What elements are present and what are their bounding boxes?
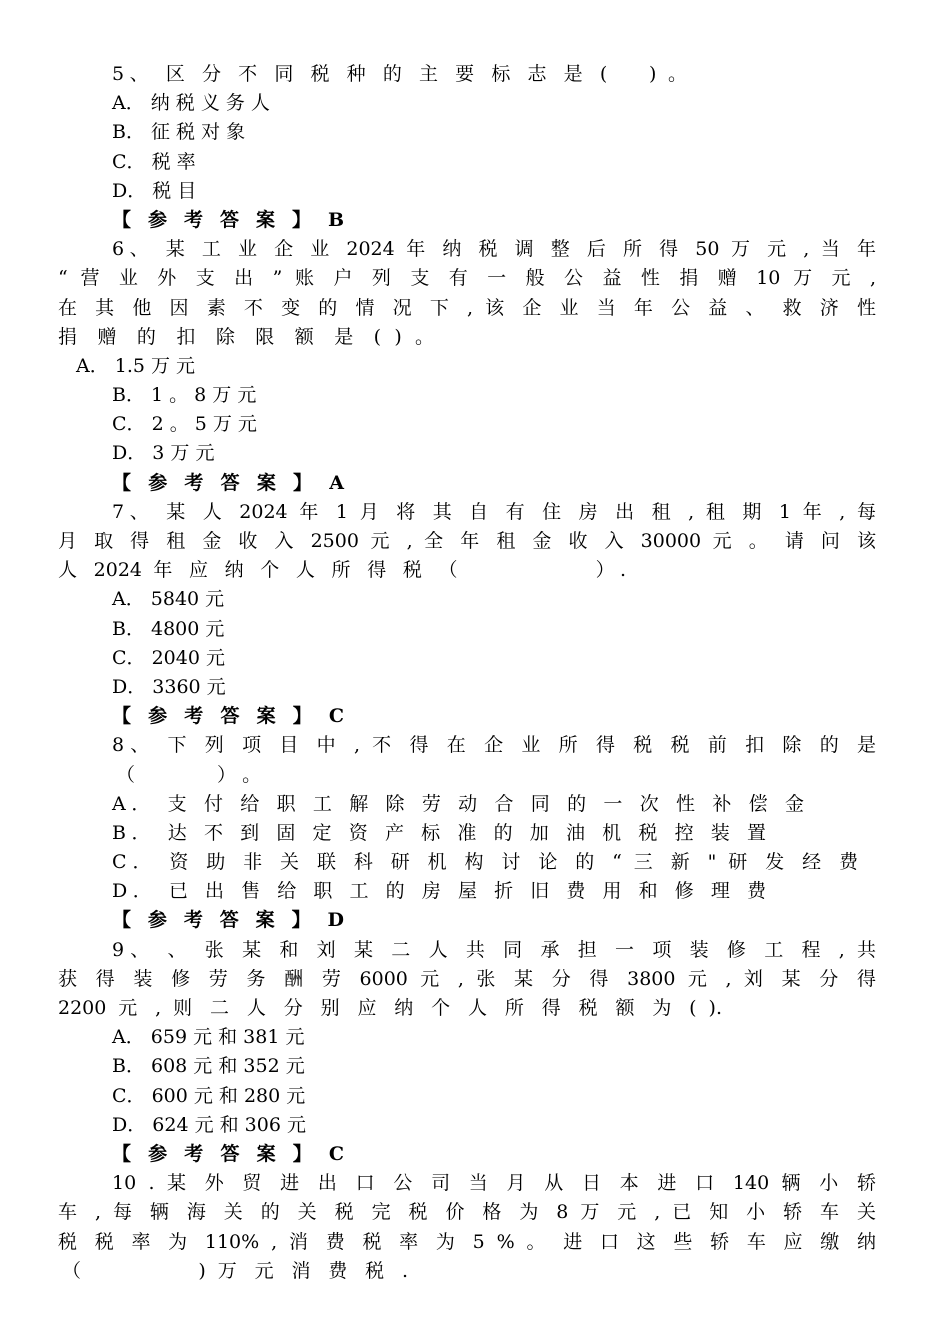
answer-label: 【 参 考 答 案 】 A bbox=[112, 471, 344, 494]
question-stem: 捐 赠 的 扣 除 限 额 是 ( ) 。 bbox=[58, 325, 434, 348]
answer-label: 【 参 考 答 案 】 C bbox=[112, 1142, 344, 1165]
question-stem: 10 . 某 外 贸 进 出 口 公 司 当 月 从 日 本 进 口 140 辆 小 轿 bbox=[112, 1172, 876, 1195]
question-stem: 人 2024 年 应 纳 个 人 所 得 税 （ ）. bbox=[58, 559, 626, 582]
option-a: A． 5840 元 bbox=[112, 588, 225, 611]
question-stem: “ 营 业 外 支 出 ” 账 户 列 支 有 一 般 公 益 性 捐 赠 10 万 元 , bbox=[58, 267, 876, 290]
question-10 bbox=[0, 1169, 950, 1198]
option-a: A． 纳 税 义 务 人 bbox=[112, 92, 270, 115]
question-stem: 月 取 得 租 金 收 入 2500 元 , 全 年 租 金 收 入 30000 元 。 请 问 该 bbox=[58, 530, 876, 552]
option-a: A． 支 付 给 职 工 解 除 劳 动 合 同 的 一 次 性 补 偿 金 bbox=[112, 792, 804, 815]
question-stem: 获 得 装 修 劳 务 酬 劳 6000 元 , 张 某 分 得 3800 元 , 刘 某 分 得 bbox=[58, 967, 876, 990]
option-b: B． 征 税 对 象 bbox=[112, 121, 246, 144]
question-stem: （ ) 万 元 消 费 税 . bbox=[62, 1259, 408, 1282]
question-stem: 车 , 每 辆 海 关 的 关 税 完 税 价 格 为 8 万 元 , 已 知 小 轿 车 关 bbox=[58, 1201, 876, 1224]
option-c: C． 税 率 bbox=[112, 150, 196, 173]
answer-label: 【 参 考 答 案 】 D bbox=[112, 909, 344, 932]
question-stem: 2200 元 , 则 二 人 分 别 应 纳 个 人 所 得 税 额 为 ( ). bbox=[58, 997, 722, 1019]
question-stem: 9、 、 张 某 和 刘 某 二 人 共 同 承 担 一 项 装 修 工 程 , 共 bbox=[112, 938, 876, 961]
option-d: D． 624 元 和 306 元 bbox=[112, 1113, 306, 1136]
option-c: C． 600 元 和 280 元 bbox=[112, 1084, 306, 1107]
question-stem: 5、 区 分 不 同 税 种 的 主 要 标 志 是 ( ) 。 bbox=[112, 63, 687, 85]
question-9 bbox=[0, 936, 950, 965]
question-stem: 6、 某 工 业 企 业 2024 年 纳 税 调 整 后 所 得 50 万 元 , 当 年 bbox=[112, 238, 876, 261]
option-c: C． 2040 元 bbox=[112, 646, 225, 669]
question-stem: （ ） 。 bbox=[116, 763, 262, 786]
option-d: D． 已 出 售 给 职 工 的 房 屋 折 旧 费 用 和 修 理 费 bbox=[112, 880, 766, 903]
question-stem: 7、 某 人 2024 年 1 月 将 其 自 有 住 房 出 租 , 租 期 1 年 , 每 bbox=[112, 500, 876, 523]
option-d: D． 税 目 bbox=[112, 179, 197, 202]
option-b: B． 4800 元 bbox=[112, 617, 225, 640]
answer-label: 【 参 考 答 案 】 C bbox=[112, 705, 344, 728]
question-stem: 税 税 率 为 110% , 消 费 税 率 为 5 % 。 进 口 这 些 轿 车 应 缴 纳 bbox=[58, 1230, 876, 1253]
option-c: C． 资 助 非 关 联 科 研 机 构 讨 论 的 “ 三 新 " 研 发 经 费 bbox=[112, 851, 858, 874]
question-5 bbox=[0, 60, 950, 89]
option-d: D． 3 万 元 bbox=[112, 442, 215, 465]
question-stem: 在 其 他 因 素 不 变 的 情 况 下 , 该 企 业 当 年 公 益 、 救 济 性 bbox=[58, 296, 876, 319]
option-b: B． 608 元 和 352 元 bbox=[112, 1055, 305, 1078]
question-8 bbox=[0, 731, 950, 760]
question-7 bbox=[0, 498, 950, 527]
document-page bbox=[0, 60, 950, 1286]
option-b: B． 达 不 到 固 定 资 产 标 准 的 加 油 机 税 控 装 置 bbox=[112, 821, 766, 844]
option-a: A． 659 元 和 381 元 bbox=[112, 1026, 305, 1049]
option-a: A． 1.5 万 元 bbox=[76, 354, 196, 377]
question-6 bbox=[0, 235, 950, 264]
option-d: D． 3360 元 bbox=[112, 675, 226, 698]
question-stem: 8、 下 列 项 目 中 , 不 得 在 企 业 所 得 税 税 前 扣 除 的 是 bbox=[112, 734, 876, 757]
answer-label: 【 参 考 答 案 】 B bbox=[112, 208, 344, 231]
option-c: C． 2 。 5 万 元 bbox=[112, 413, 257, 436]
option-b: B． 1 。 8 万 元 bbox=[112, 384, 257, 407]
